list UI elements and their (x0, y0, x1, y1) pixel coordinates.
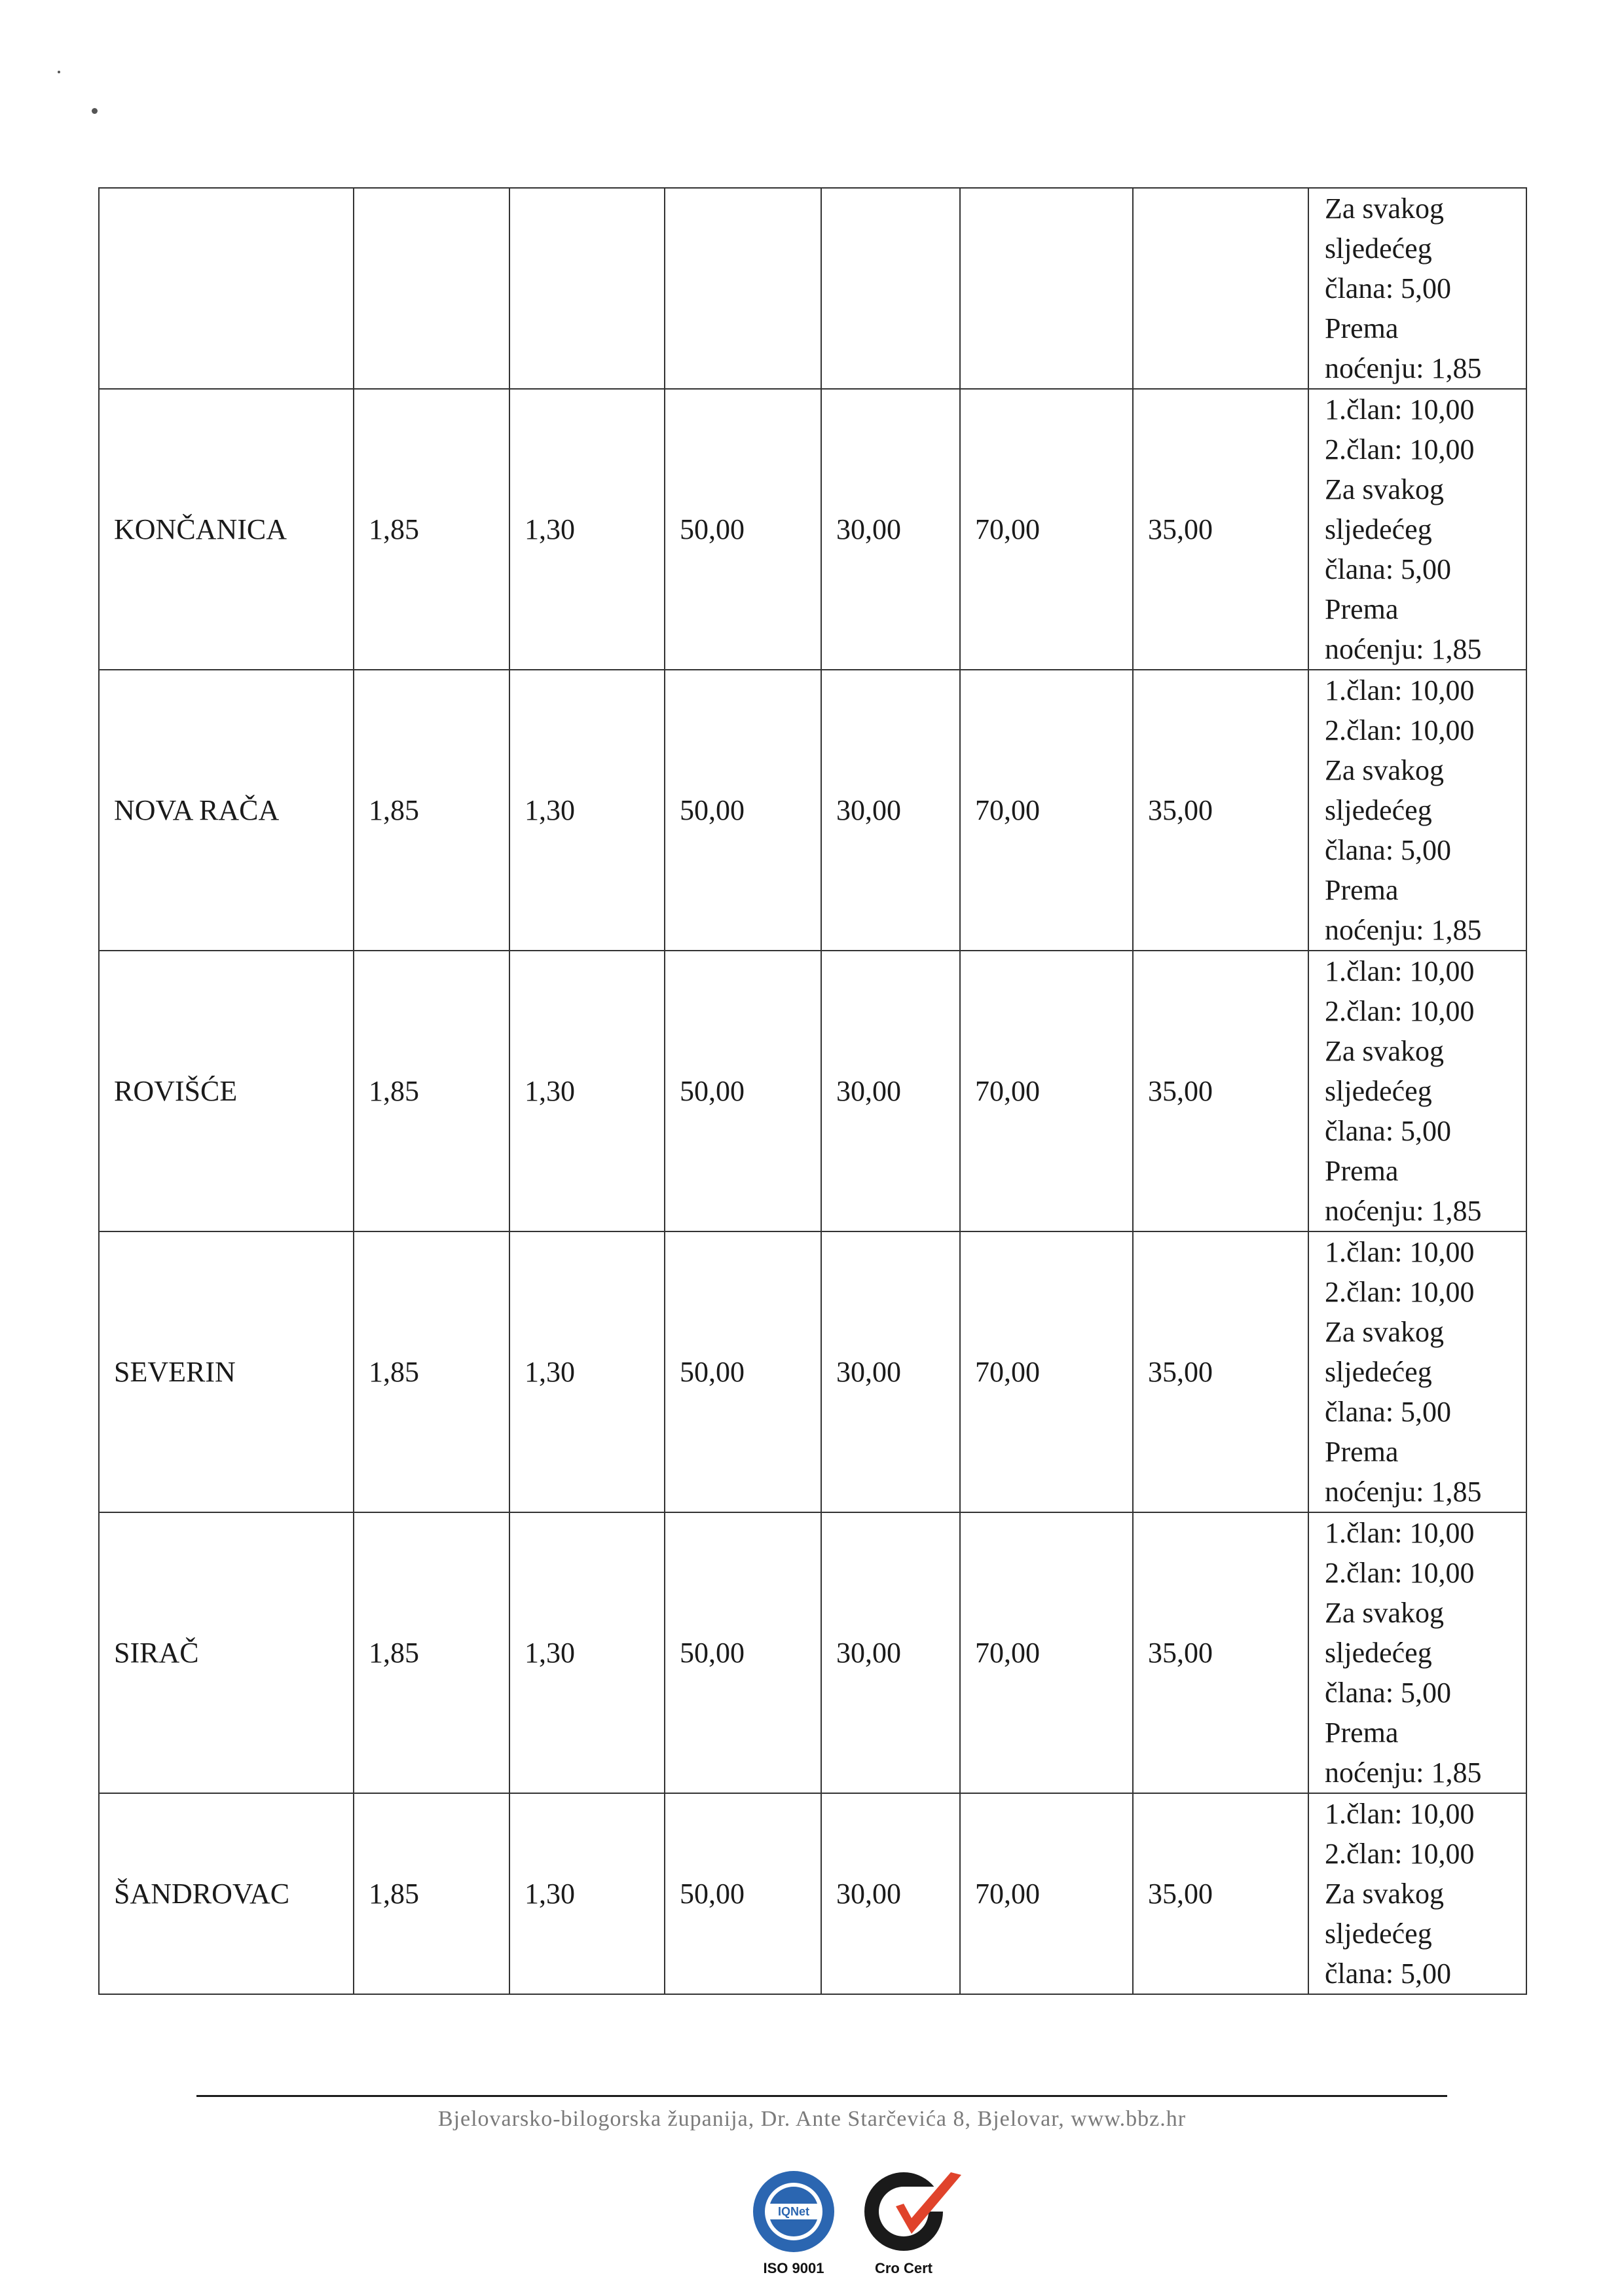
note-line: 1.član: 10,00 (1325, 1798, 1475, 1830)
note-line: 2.član: 10,00 (1325, 1838, 1475, 1870)
member-fee-note (1308, 389, 1526, 670)
fee-cell: 1,85 (354, 1512, 509, 1793)
note-line: Prema (1325, 1717, 1399, 1749)
note-line: sljedećeg (1325, 232, 1432, 264)
fee-cell: 1,30 (509, 389, 665, 670)
fee-cell: 1,30 (509, 670, 665, 951)
note-line: 2.član: 10,00 (1325, 1557, 1475, 1589)
fee-cell: 1,85 (354, 1793, 509, 1994)
table-row (99, 951, 1526, 1231)
note-line: Prema (1325, 1436, 1399, 1468)
note-line: Prema (1325, 593, 1399, 625)
fee-table (98, 187, 1527, 1995)
fee-cell: 50,00 (665, 1793, 821, 1994)
fee-cell (960, 188, 1133, 389)
note-line: noćenju: 1,85 (1325, 1195, 1482, 1227)
note-line: 2.član: 10,00 (1325, 1276, 1475, 1308)
municipality-name: ŠANDROVAC (99, 1793, 354, 1994)
note-line: Za svakog (1325, 473, 1445, 505)
fee-cell: 30,00 (821, 951, 960, 1231)
fee-cell: 50,00 (665, 1512, 821, 1793)
fee-cell: 35,00 (1133, 951, 1308, 1231)
municipality-name: KONČANICA (99, 389, 354, 670)
fee-cell: 35,00 (1133, 670, 1308, 951)
note-line: člana: 5,00 (1325, 1677, 1452, 1709)
scan-speck (58, 71, 60, 73)
fee-cell: 1,85 (354, 1231, 509, 1512)
note-line: Za svakog (1325, 1597, 1445, 1629)
note-line: sljedećeg (1325, 513, 1432, 545)
note-line: 1.član: 10,00 (1325, 1517, 1475, 1549)
fee-cell (509, 188, 665, 389)
fee-cell: 50,00 (665, 951, 821, 1231)
fee-cell: 35,00 (1133, 1793, 1308, 1994)
table-row (99, 389, 1526, 670)
fee-cell: 70,00 (960, 1793, 1133, 1994)
note-line: člana: 5,00 (1325, 834, 1452, 866)
fee-cell: 70,00 (960, 951, 1133, 1231)
note-line: noćenju: 1,85 (1325, 633, 1482, 665)
note-line: Prema (1325, 312, 1399, 344)
table-row (99, 1793, 1526, 1994)
fee-cell: 30,00 (821, 1793, 960, 1994)
note-line: noćenju: 1,85 (1325, 914, 1482, 946)
member-fee-note (1308, 951, 1526, 1231)
fee-cell: 70,00 (960, 670, 1133, 951)
fee-cell: 1,85 (354, 389, 509, 670)
note-line: Za svakog (1325, 754, 1445, 786)
fee-cell (821, 188, 960, 389)
note-line: sljedećeg (1325, 1918, 1432, 1950)
note-line: noćenju: 1,85 (1325, 352, 1482, 384)
fee-cell: 35,00 (1133, 1512, 1308, 1793)
svg-text:IQNet: IQNet (777, 2205, 810, 2218)
fee-cell: 1,30 (509, 1231, 665, 1512)
note-line: člana: 5,00 (1325, 1396, 1452, 1428)
fee-cell (354, 188, 509, 389)
note-line: noćenju: 1,85 (1325, 1757, 1482, 1789)
note-line: noćenju: 1,85 (1325, 1476, 1482, 1508)
note-line: člana: 5,00 (1325, 1958, 1452, 1990)
crocert-check-icon (864, 2172, 961, 2276)
fee-cell (665, 188, 821, 389)
fee-cell: 50,00 (665, 670, 821, 951)
fee-cell: 70,00 (960, 389, 1133, 670)
municipality-name (99, 188, 354, 389)
fee-cell: 1,30 (509, 1793, 665, 1994)
note-line: sljedećeg (1325, 1637, 1432, 1669)
footer-divider (196, 2095, 1447, 2097)
fee-cell (1133, 188, 1308, 389)
note-line: 1.član: 10,00 (1325, 674, 1475, 706)
certification-logos (740, 2160, 976, 2291)
fee-cell: 30,00 (821, 1231, 960, 1512)
note-line: 1.član: 10,00 (1325, 393, 1475, 426)
member-fee-note (1308, 188, 1526, 389)
note-line: člana: 5,00 (1325, 553, 1452, 585)
note-line: Za svakog (1325, 1035, 1445, 1067)
municipality-name: NOVA RAČA (99, 670, 354, 951)
note-line: 2.član: 10,00 (1325, 714, 1475, 746)
note-line: sljedećeg (1325, 1075, 1432, 1107)
fee-cell: 30,00 (821, 1512, 960, 1793)
fee-cell: 70,00 (960, 1512, 1133, 1793)
note-line: Prema (1325, 1155, 1399, 1187)
member-fee-note (1308, 1793, 1526, 1994)
fee-table-body (99, 188, 1526, 1994)
fee-cell: 50,00 (665, 389, 821, 670)
table-row (99, 1512, 1526, 1793)
note-line: 2.član: 10,00 (1325, 433, 1475, 465)
note-line: 1.član: 10,00 (1325, 955, 1475, 987)
fee-cell: 50,00 (665, 1231, 821, 1512)
fee-cell: 1,30 (509, 1512, 665, 1793)
note-line: Za svakog (1325, 1316, 1445, 1348)
fee-cell: 35,00 (1133, 389, 1308, 670)
fee-cell: 1,85 (354, 670, 509, 951)
note-line: Prema (1325, 874, 1399, 906)
scan-speck (92, 108, 98, 114)
note-line: člana: 5,00 (1325, 272, 1452, 304)
table-row (99, 1231, 1526, 1512)
fee-cell: 35,00 (1133, 1231, 1308, 1512)
svg-text:Cro Cert: Cro Cert (874, 2260, 933, 2276)
svg-text:ISO 9001: ISO 9001 (763, 2260, 824, 2276)
fee-cell: 30,00 (821, 670, 960, 951)
fee-cell: 1,30 (509, 951, 665, 1231)
member-fee-note (1308, 1231, 1526, 1512)
note-line: sljedećeg (1325, 794, 1432, 826)
iqnet-iso-seal-icon (753, 2171, 834, 2276)
note-line: sljedećeg (1325, 1356, 1432, 1388)
table-row (99, 670, 1526, 951)
municipality-name: ROVIŠĆE (99, 951, 354, 1231)
note-line: Za svakog (1325, 1878, 1445, 1910)
member-fee-note (1308, 1512, 1526, 1793)
member-fee-note (1308, 670, 1526, 951)
table-row (99, 188, 1526, 389)
note-line: 2.član: 10,00 (1325, 995, 1475, 1027)
municipality-name: SIRAČ (99, 1512, 354, 1793)
footer-address: Bjelovarsko-bilogorska županija, Dr. Ante Starčevića 8, Bjelovar, www.bbz.hr (437, 2107, 1187, 2131)
fee-cell: 30,00 (821, 389, 960, 670)
municipality-name: SEVERIN (99, 1231, 354, 1512)
fee-cell: 1,85 (354, 951, 509, 1231)
note-line: 1.član: 10,00 (1325, 1236, 1475, 1268)
note-line: člana: 5,00 (1325, 1115, 1452, 1147)
note-line: Za svakog (1325, 192, 1445, 225)
fee-cell: 70,00 (960, 1231, 1133, 1512)
